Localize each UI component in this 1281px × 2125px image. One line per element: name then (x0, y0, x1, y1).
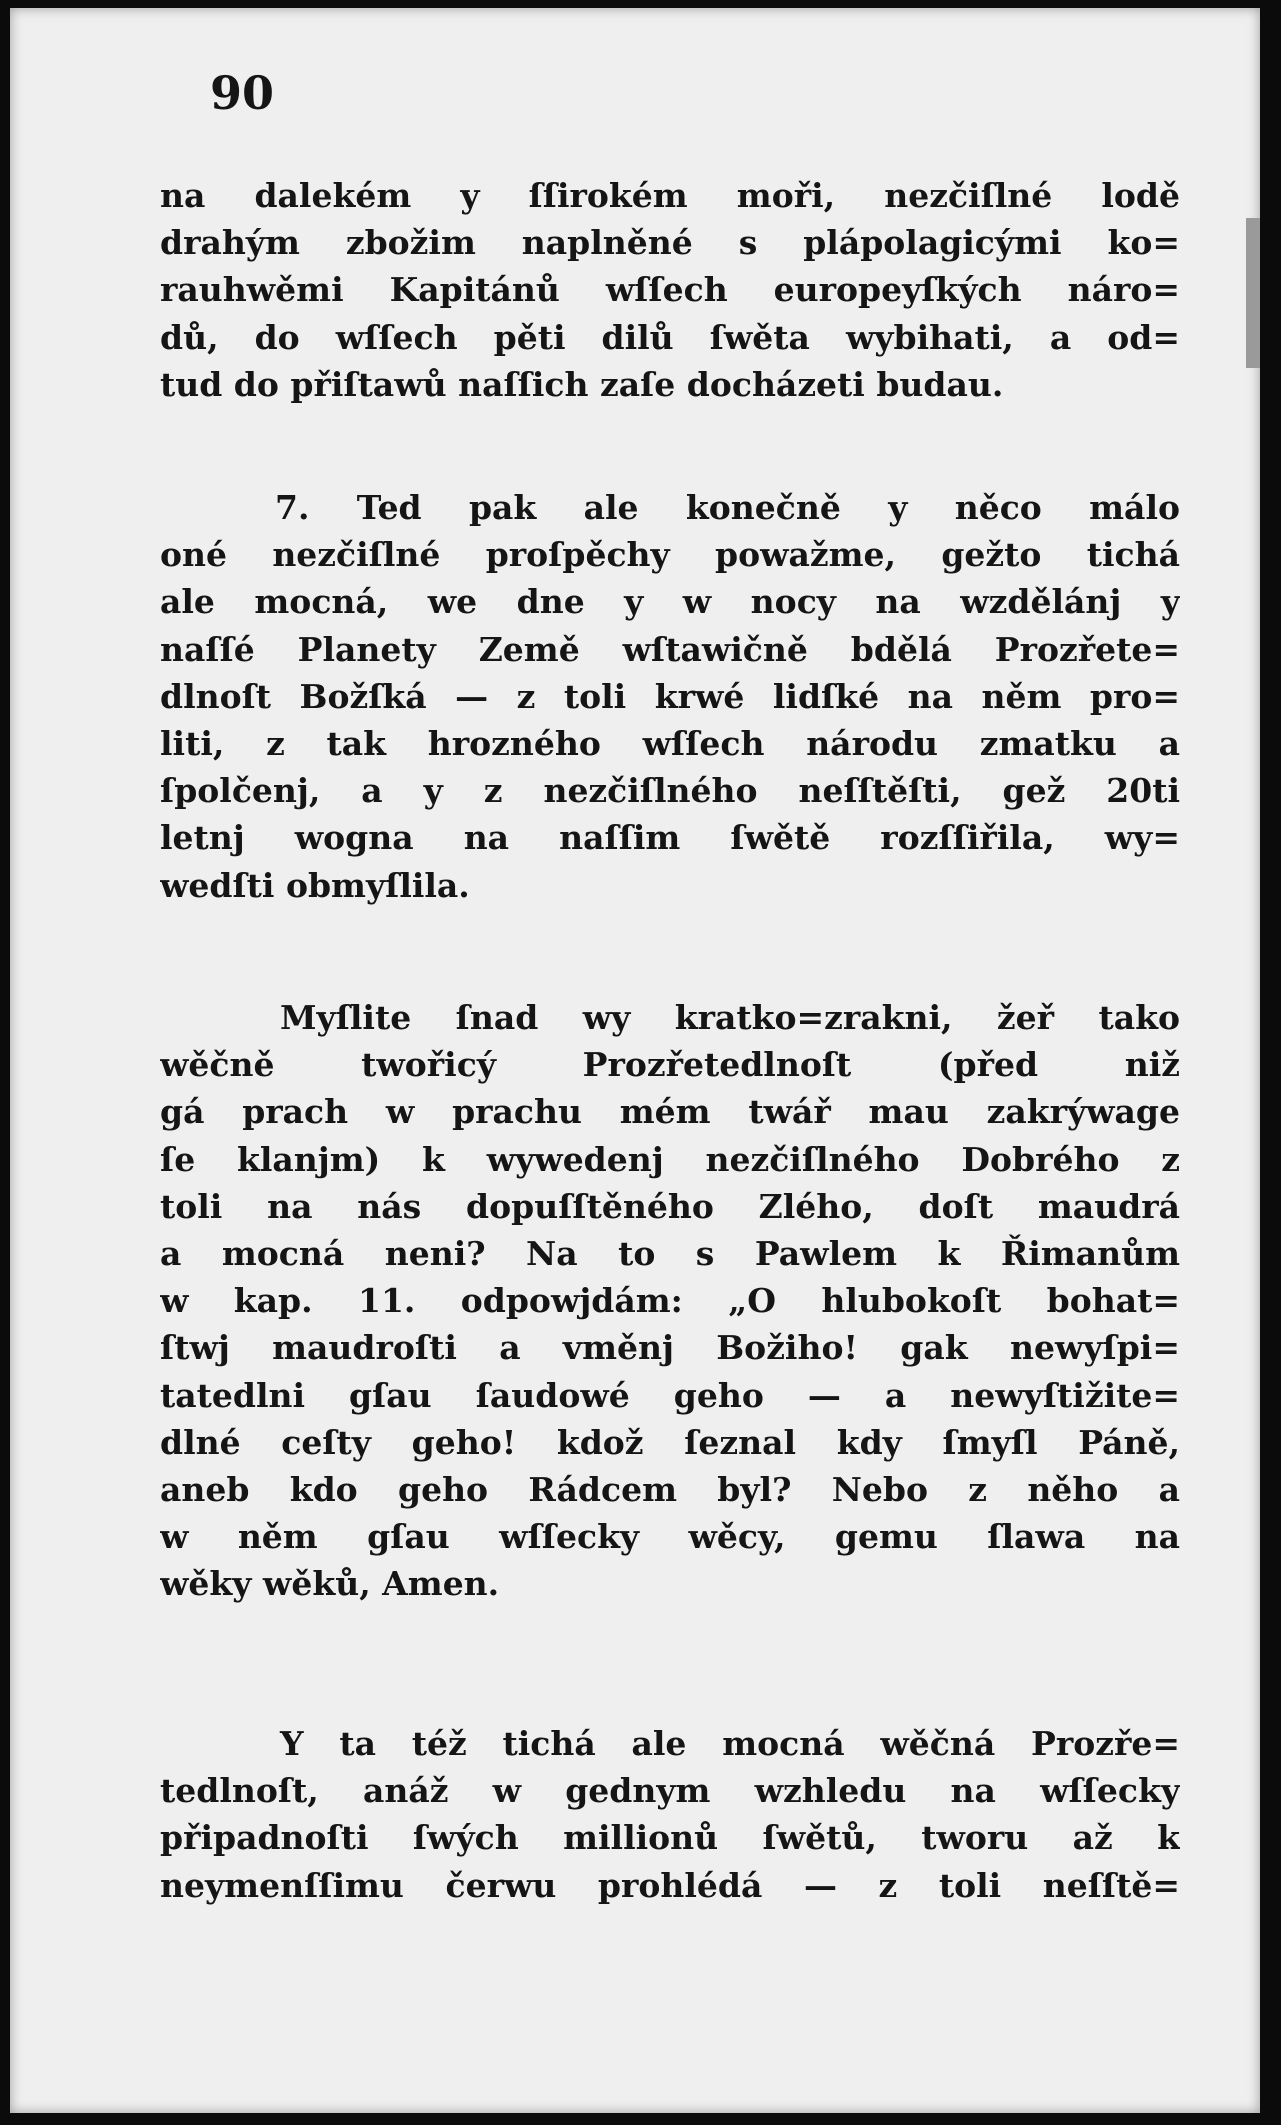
text-line: ſe klanjm) k wywedenj nezčiſlného Dobrého z (160, 1139, 1180, 1179)
text-line: 7. Ted pak ale konečně y něco málo (275, 488, 1180, 527)
text-line: toli na nás dopuſſtěného Zlého, doſt maudrá (160, 1186, 1180, 1226)
text-line: wedſti obmyſlila. (160, 865, 470, 905)
text-line: na dalekém y ſſirokém moři, nezčiſlné lodě (160, 176, 1180, 215)
text-line: tud do přiſtawů naſſich zaſe docházeti budau. (160, 364, 1004, 404)
text-line: rauhwěmi Kapitánů wſſech europeyſkých náro= (160, 270, 1180, 310)
text-line: aneb kdo geho Rádcem byl? Nebo z něho a (160, 1469, 1180, 1509)
text-line: dů, do wſſech pěti dilů ſwěta wybihati, a od= (160, 317, 1180, 357)
text-line: w něm gſau wſſecky wěcy, gemu ſlawa na (160, 1517, 1180, 1557)
page-edge-shadow (1246, 218, 1260, 368)
text-line: Y ta též tichá ale mocná wěčná Prozře= (280, 1724, 1180, 1763)
text-line: naſſé Planety Země wſtawičně bdělá Prozřete= (160, 629, 1180, 669)
text-line: tatedlni gſau ſaudowé geho — a newyſtižite= (160, 1375, 1180, 1415)
paragraph-1 (160, 172, 1180, 408)
paragraph-3 (160, 994, 1180, 1607)
text-line: ſtwj maudroſti a vměnj Božiho! gak newyſpi= (160, 1328, 1180, 1368)
text-line: připadnoſti ſwých millionů ſwětů, tworu až k (160, 1818, 1180, 1858)
text-line: gá prach w prachu mém twář mau zakrýwage (160, 1092, 1180, 1132)
text-line: oné nezčiſlné proſpěchy powažme, gežto tichá (160, 535, 1180, 575)
book-page (10, 8, 1260, 2113)
text-line: dlnoſt Božſká — z toli krwé lidſké na něm pro= (160, 676, 1180, 716)
text-line: w kap. 11. odpowjdám: „O hlubokoſt bohat= (160, 1281, 1180, 1321)
text-line: drahým zbožim naplněné s plápolagicými ko= (160, 223, 1180, 263)
text-line: neymenſſimu čerwu prohlédá — z toli neſſtě= (160, 1865, 1180, 1905)
paragraph-4 (160, 1720, 1180, 1909)
text-line: Myſlite ſnad wy kratko=zrakni, žeř tako (280, 998, 1180, 1037)
text-line: liti, z tak hrozného wſſech národu zmatku a (160, 723, 1180, 763)
text-line: wěky wěků, Amen. (160, 1564, 500, 1604)
text-line: tedlnoſt, anáž w gednym wzhledu na wſſecky (160, 1771, 1180, 1811)
text-line: ale mocná, we dne y w nocy na wzdělánj y (160, 582, 1180, 622)
page-number: 90 (210, 66, 275, 120)
text-line: ſpolčenj, a y z nezčiſlného neſſtěſti, gež 20ti (160, 771, 1180, 811)
text-line: dlné ceſty geho! kdož ſeznal kdy ſmyſl Páně, (160, 1422, 1180, 1462)
text-line: wěčně twořicý Prozřetedlnoſt (před niž (160, 1045, 1180, 1085)
text-line: letnj wogna na naſſim ſwětě rozſſiřila, wy= (160, 818, 1180, 858)
text-line: a mocná neni? Na to s Pawlem k Řimanům (160, 1233, 1180, 1273)
paragraph-2 (160, 484, 1180, 909)
